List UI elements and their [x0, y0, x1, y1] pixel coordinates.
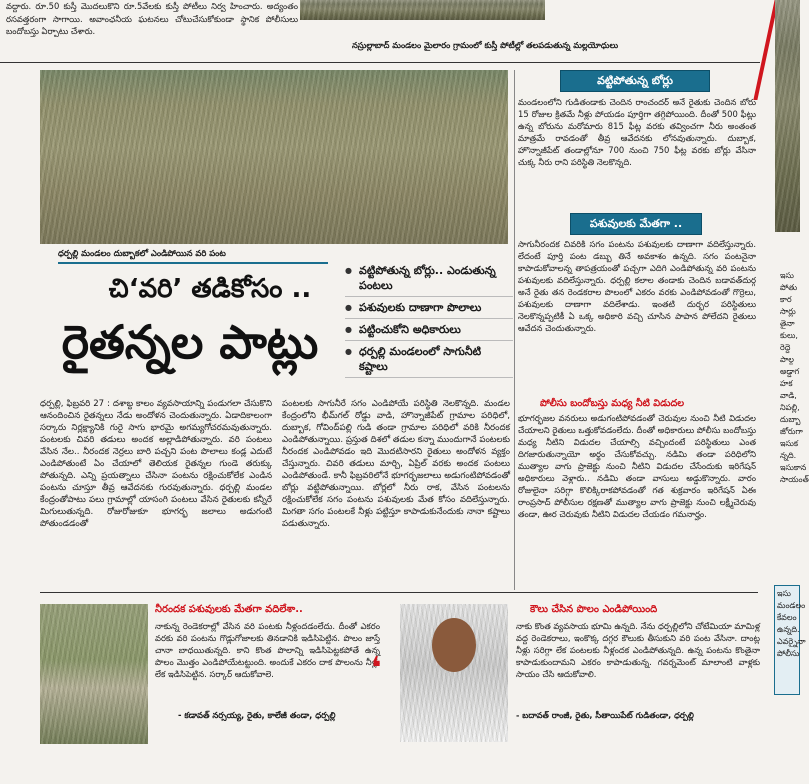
paddy-photo-caption: ధర్పల్లి మండలం దుబ్బాకలో ఎండిపోయిన వరి పంట — [58, 248, 226, 258]
box2-title: పశువులకు మేతగా .. — [570, 213, 702, 235]
dry-paddy-photo — [40, 70, 508, 244]
red-section-text: భూగర్భజల వనరులు అడుగంటిపోవడంతో చెరువుల నుంచి నీటి విడుదల చేయాలని రైతులు ఒత్తుకోవడంలేదు. దీంతో అధికారులు పోలీసు బందోబస్తు మధ్య నీటిని విడుదల చేయాల్సి వచ్చిందంటే పరిస్థితులు ఎంత దిగజారుతున్నాయో అర్థం చేసుకోవచ్చు. నడిమి తండా పరిధిలోని ముత్యాల వాగు ప్రాజెక్టు నుంచి నీటిని విడుదల చేసేందుకు ఇరిగేషన్ అధికారులు వెళ్లారు.. నడిమి తండా వాసులు అడ్డుకొన్నారు. వారం రోజులైనా సరిగ్గా కొలిక్కిరాకపోవడంతో గత శుక్రవారం ఇరిగేషన్ ఏఈ రాంప్రసాద్ పోలీసుల రక్షణతో ముత్యాల వాగు ప్రాజెక్టు నుంచి లక్ష్మీచెరువు తండా, ఊర చెరువుకు నీటిని విడుదల చేయడం గమనార్హం. — [518, 413, 756, 519]
quote1-byline: - కడావత్ నర్సయ్య, రైతు, కాలేజీ తండా, ధర్పల్లి — [178, 710, 336, 720]
quotes-divider — [40, 592, 758, 593]
wrestling-photo — [300, 0, 545, 20]
caption-underline — [58, 262, 328, 264]
highlight-item: ● పశువులకు దాణాగా పొలాలు — [345, 297, 513, 319]
right-edge-box — [774, 585, 806, 695]
highlight-item: ● వట్టిపోతున్న బోర్లు.. ఎండుతున్న పంటలు — [345, 260, 513, 297]
highlight-item: ● పట్టించుకోని అధికారులు — [345, 319, 513, 341]
highlight-item: ● ధర్పల్లి మండలంలో సాగునీటి కష్టాలు — [345, 341, 513, 378]
headline-kicker: చి‘వరి’ తడికోసం .. — [108, 274, 312, 304]
red-subhead: పోలీసు బందోబస్తు మధ్య నీటి విడుదల — [540, 398, 685, 409]
farmer-1-photo — [40, 604, 148, 744]
body-column-1: ధర్పల్లి, ఫిబ్రవరి 27 : దశాబ్ద కాలం వ్యవసాయాన్ని పండుగలా చేసుకొని ఆనందించిన రైతన్నలు నేడు అందోళన చెందుతున్నారు. ఏడాదికాలంగా సర్కారు నిర్లక్ష్యానికి గురై సాగు భారమై అగమ్యగోచరమవుతున్నారు. పంటలకు చివరి తడులు అందక అల్లాడిపోతున్నారు. వరి పంటలు వేసిన నేల.. నీరందక నెర్రలు బారి పచ్చని పంట పొలాలు కండ్ల ఎదుటే ఎండిపోతుంటే ఏం చేయాలో తెలియక రైతన్నల గుండె తరుక్కు పోతున్నది. ఎన్ని ప్రయత్నాలు చేసినా పంటను రక్షించుకోలేక ఎండిన పంటను చూస్తూ తీవ్ర ఆవేదనకు గురవుతున్నారు. ధర్పల్లి మండల కేంద్రంతోపాటు పలు గ్రామాల్లో యాసంగి పంటలు వేసిన రైతులకు కన్నీరే మిగులుతున్నది. రోజురోజుకూ భూగర్భ జలాలు అడుగంటి పోతుండడంతో — [40, 399, 272, 529]
quote-mark-icon: ❛ — [371, 651, 382, 686]
quote2-byline: - బదావత్ రాంజీ, రైతు, సీతాయిపేట్ గుడితండా, ధర్పల్లి — [516, 710, 694, 720]
box2-text: సాగునీరందక చివరికి సగం పంటను పశువులకు దాణాగా వదిలేస్తున్నారు. లేదంటే పూర్తి పంట డబ్బు తినే అవకాశం ఉన్నది. సగం పంటనైనా కాపాడుకోవాలన్న తాపత్రయంతో పచ్చగా ఎదిగి ఎండిపోతున్న వరి పంటను పశువులకు వదిలేస్తున్నారు. ధర్పల్లి కలాల తండాకు చెందిన బడావత్‌దుర్గ అనే రైతు తన రెండకరాల పొలంలో ఎకరం వరకు ఎండిపోవడంతో గొర్రెలు, పశువులకు దాణాగా వదిలేశాడు. ఇంతటి దుర్భర పరిస్థితులు నెలకొన్నప్పటికీ ఏ ఒక్క అధికారి వచ్చి చూసిన పాపాన పోలేదని రైతులు ఆవేదన చెందుతున్నారు. — [518, 239, 756, 333]
box1-text: మండలంలోని గుడితండాకు చెందిన రాంచందర్ అనే రైతుకు చెందిన బోరు 15 రోజుల క్రితమే నీళ్లు పోయడం పూర్తిగా తగ్గిపోయింది. దీంతో 500 ఫీట్లు ఉన్న బోరును మరోమారు 815 ఫీట్ల వరకు తవ్వించగా నీరు అంతంత మాత్రమే రావడంతో తీవ్ర ఆవేదనకు లోనవుతున్నారు. దుబ్బాక, హొన్నాజీపేట్ తండాల్లోనూ 700 నుంచి 750 ఫీట్ల వరకు బోర్లు వేసినా చుక్క నీరు రాని పరిస్థితి నెలకొన్నది. — [518, 97, 756, 167]
top-article-text: వద్దారు. రూ.50 కుస్తీ మొదలుకొని రూ.5వేలకు కుస్తీ పోటీలు నిర్వ హించారు. అద్యంతం రసవత్తరంగా సాగాయి. అవాంఛనీయ ఘటనలు చోటుచేసుకోకుండా స్థానిక పోలీసులు బందోబస్తు ఏర్పాటు చేశారు. — [6, 1, 298, 36]
quote2-text: నాకు కొంత వ్యవసాయ భూమి ఉన్నది. నేను ధర్పల్లిలోని చోటేమియా మామిళ్ల వద్ద రెండెకరాలు, ఇంకొక్క దగ్గర కౌలుకు తీసుకుని వరి పంట వేసినా. దాంట్ల నీళ్లు సరిగ్గా లేక పంటలకు నీళ్లందక ఎండిపోతున్నది. ఉన్న పంటను కొంతైనా కాపాడుకుందామని ఎకరం కాపాడుతున్న. గవర్నమెంట్ మాలాంటి వాళ్లకు సాయం చేసి ఆదుకోవాలి. — [516, 621, 760, 679]
sidebar-rule — [514, 70, 515, 590]
headline-main: రైతన్నల పాట్లు — [61, 315, 319, 369]
right-edge-text: ఇసు పోతు కార సార్లు తైనా కులు, రెద్దె పాల్గ అడ్డాగ హక వాడి, నిపల్లి, దుబ్బా జోరుగా ఇసుక న్నది. ఇసుకాన సాయంత్ — [780, 271, 809, 484]
top-divider — [0, 62, 760, 63]
right-edge-photo — [775, 0, 800, 232]
box1-title: వట్టిపోతున్న బోర్లు — [560, 70, 710, 92]
quote1-title: నీరందక పశువులకు మేతగా వదిలేశా.. — [155, 604, 303, 615]
quote2-title: కౌలు చేసిన పొలం ఎండిపోయింది — [530, 604, 658, 615]
right-edge-box-text: ఇసు మండలం కేవలం ఉన్నది. ఎవర్నైనా పోలీసు — [777, 589, 806, 658]
body-column-2: పంటలకు సాగునీరే సగం ఎండిపోయే పరిస్థితి నెలకొన్నది. మండల కేంద్రంలోని భీమ్‌గల్ రోడ్డు వాడి, హొన్నాజీపేట్ గ్రామాల పరిధిలో, దుబ్బాక, గోవింద్‌పల్లి గుడి తండా గ్రామాల పరిధిలో వరికి నీరందక ఎండిపోతున్నాయి. ప్రస్తుత దిశలో తడుల కన్నా ముందుగానే పంటలకు నీరందక ఎండిపోవడం ఇది మొదటిసారని రైతులు అందోళన వ్యక్తం చేస్తున్నారు. చివరి తడులు మార్చి, ఏప్రిల్ వరకు అందక పంటలు ఎండిపోతుండే. కానీ ఫిబ్రవరిలోనే భూగర్భజలాలు అడుగంటిపోవడంతో బోర్లు వట్టిపోతున్నాయి. బోర్లలో నీరు రాక, వేసిన పంటలను రక్షించుకోలేక సగం పంటను పశువులకు మేత కోసం వదిలేస్తున్నారు. మిగతా సగం పంటలకే నీళ్లు పట్టిస్తూ కాపాడుకునేందుకు నానా కష్టాలు పడుతున్నారు. — [282, 399, 510, 529]
wrestling-photo-caption: నస్రుల్లాబాద్ మండలం మైలారం గ్రామంలో కుస్తీ పోటీల్లో తలపడుతున్న మల్లయోధులు — [352, 40, 619, 50]
quote1-text: నాకున్న రెండెకరాల్లో వేసిన వరి పంటకు నీళ్లందడంలేదు. దీంతో ఎకరం వరకు వరి పంటను గొడ్లుగోజాలకు తినడానికి ఇడిసిపెట్టిన. పొలం జాస్తే చానా బాధయితున్నది. కాని కొంత పొలాన్ని ఇడిసిపెట్టకపోతే ఉన్న పొలం మొత్తం ఎండిపోయేటట్టుంది. అందుకే ఎకరం దాక పొలంను నీళ్లు లేక ఇడిసిపెట్టిన. సర్కార్ ఆదుకోవాలె. — [155, 621, 380, 679]
farmer-2-face — [432, 618, 476, 672]
highlights-list — [345, 260, 513, 378]
